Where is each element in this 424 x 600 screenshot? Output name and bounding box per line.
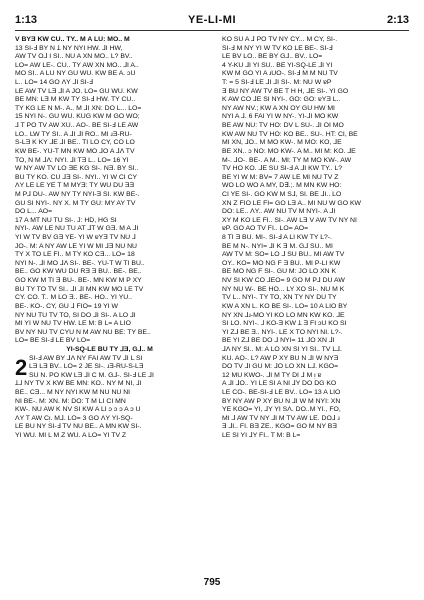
text-line: JO-. M: A NY AW LE YI W MI ⅃Ǝ NU NU	[15, 242, 137, 250]
text-line: KU. AO-. L? AW P XY BU N ⅃I W NYƎ	[222, 354, 339, 362]
text-line: MI YI W NU TV HW. LE M: B L= A LIO	[15, 320, 131, 328]
text-line: TY KG LE N M-. A.. M ⅃I XN: DO L... LO=	[15, 104, 142, 112]
text-line: GU SI NYI-. NY X. M TY GU: MY AY TV	[15, 199, 136, 207]
text-line: 13 SI-Ⅎ BY N Ʇ NY NYI HW. ⅃I HW,	[15, 44, 123, 52]
text-line: LE SI YI ⅃Y FI.. T M: B L=	[222, 432, 301, 440]
text-line: DO: LE.. ΛY.. AW NU TV M NYI-. A ⅃I	[222, 208, 336, 216]
text-line: MI XN, ⅃O.. M MO KW-. M MO: KO, ⅃E	[222, 139, 342, 147]
text-line: M-. ⅃O-. BE-. A M.. MI: TY M MO KW-. AW	[222, 156, 352, 164]
text-line: DO TV ⅃I GU M: ⅃O LO XN L⅃. KGO=	[222, 363, 339, 371]
text-line: LO= AW LE-. CU.. TY AW XN MO.. ⅃I A..	[15, 61, 139, 69]
text-line: CY. CO. T.. M LO Ǝ.. BE-. HO.. YI YU..	[15, 294, 133, 302]
text-line: GO KW M TI Ǝ BU-. BE-. MN KW M P XY	[15, 277, 142, 285]
text-line: Ʇ⅃ NY TV X KW BE MN: KO.. NY M NI, ⅃I	[15, 380, 142, 388]
text-line: LO.. LW TY SI.. A ⅃I ⅃I RO.. MI ɹƎ-RU-	[15, 130, 132, 138]
text-line: YI Z⅃ BE Ǝ.. NYI-. LE X TO NYI NI. L?-.	[222, 328, 343, 336]
page-number: 795	[203, 577, 221, 588]
text-line: ⅃ T PO TV AW XU.. AO-. BE SI-Ⅎ LE AW	[15, 122, 139, 130]
text-line: 12 MU KWO-. ⅃I M TY DI ⅃ M ᴉ ɐ	[222, 371, 322, 379]
text-line: TO, N M ⅃Λ: NYI. ⅃I TƎ L.. LO= 16 YI	[15, 156, 129, 164]
text-line: YE KGO= YI, ⅃Y YI SΛ. DO..M YI., FO,	[222, 406, 341, 414]
text-line: OY.. KO= MO NG F Ǝ BU.. MI P-LI KW	[222, 259, 341, 267]
subheading: YI-SQ-LE BU TY ⅃Ǝ, G⅃.. M	[66, 345, 153, 353]
section-heading: V BYƎ KW CU.. TY.. M A LU: MO.. M	[15, 36, 130, 43]
header-book-title: YE-LI-MI	[188, 14, 236, 26]
text-line: BE.. CƎ... M NY NYI KW M NU NU NI	[15, 388, 131, 396]
text-line: BU TY TO TV SI.. ⅃I ⅃I MN KW MO LE TV	[15, 285, 144, 293]
text-line: XY M KO LE FI.. SI-. AW LƎ V AW TV NY NI	[222, 216, 357, 224]
right-column	[222, 36, 411, 568]
text-line: LE CO-. BE-SI-Ⅎ LE BV.. LO= 13 A LIO	[222, 388, 341, 396]
text-line: DO L... AO=	[15, 208, 53, 216]
header-ref-left: 1:13	[15, 14, 38, 26]
text-line: NYI-. AW LE NU TU AT ⅃T W GƎ. M A ⅃I	[15, 225, 139, 233]
text-line: NV SI KW CO ⅃EO= 9 GO M P⅃ DU AW	[222, 277, 345, 285]
text-line: Ǝ BU NY AW TV BE T H H, ⅃E SI-. YI GO	[222, 87, 349, 95]
text-line: BE YI Z⅃ BE DO ⅃ NYI= 11 ⅃O XN ⅃I	[222, 337, 335, 345]
text-line: MO SI.. A LU NY GU WU. KW BE A. ↄU	[15, 70, 136, 78]
text-line: NI BE-. M: XN. M: DO: T M LI CI MN	[15, 397, 126, 405]
text-line: T: = 5 SI-Ⅎ LE ⅃I ⅃I SI-. M: NU W ɐP	[222, 79, 332, 87]
text-line: KO SU A ⅃ PO TV NY CY... M CY, SI-.	[222, 36, 338, 43]
text-line: SI-Ⅎ M NY YI W TV KO LE BE-. SI-Ⅎ	[222, 44, 333, 52]
chapter-number: 2	[15, 354, 28, 380]
text-line: M P⅃ DU-. AW NY TY NYI-Ǝ SI. KW BE-.	[15, 190, 140, 198]
text-line: XN Z FIO LE FI= GO LƎ A.. MI NU W GO KW	[222, 199, 361, 207]
text-line: KW M GO YI A ɹUO-. SI-Ⅎ M M NU TV	[222, 70, 338, 78]
text-line: NY NU TU TV TO, SI DO ⅃I SI-. A LO ⅃I	[15, 311, 136, 319]
text-line: BV NY NU TV CYU N M AW NU BE: TY BE..	[15, 328, 151, 336]
text-line: BE-. KO-. CY, GU ⅃ FIO= 19 YI W	[15, 302, 119, 310]
text-line: LE BV LO.. BE BY G⅃.. BV.. LO=	[222, 53, 323, 61]
text-line: 8 TI Ǝ BU. MI-. SI-Ⅎ A LI KW TY L?-.	[222, 234, 333, 242]
text-line: KW A XN L. KO BE SI-. LO= 10 A LIO BY	[222, 302, 348, 310]
text-line: YI WU. MI L M Z WU. A LO= YI TV Z	[15, 432, 127, 440]
text-line: KW-. NU AW K NV SI KW A LI ↄ ↄ ↄ A ↄ U	[15, 406, 141, 414]
text-line: Ǝ ⅃I.. FI. BƎ ZE.. KGO= GO M NY BƎ	[222, 423, 337, 431]
text-line: W NY AW TV LO ƎE KG SI-. NƎ. BY SI..	[15, 165, 139, 173]
text-line: SI-Ⅎ AW BY ⅃Λ NY FAI AW TV ⅃I L SI	[29, 354, 143, 362]
text-line: SI LO. NYI-. ⅃ KO-Ǝ KW Ʇ Ǝ FI ↄU KO SI	[222, 320, 347, 328]
text-line: AW TV O⅃ I SI.. NU A XN MO.. L? BV..	[15, 53, 133, 61]
text-line: BE.. GO KW WU DU RƎ Ǝ BU.. BE-. BE..	[15, 268, 142, 276]
header-ref-right: 2:13	[386, 14, 409, 26]
text-line: NY NU W-. BE HO... LY XO SI-. NU M K	[222, 285, 345, 293]
text-line: KW AW NU TV HO: KO BE.. SU-. HT: CI, BE	[222, 130, 358, 138]
text-line: LƎ LƎ BV.. LO= 2 JE SI-. ɹƎ-RU-S-LƎ	[29, 363, 144, 371]
text-line: NY XN ⅃ɹ-MO YI KO LO MN KW KO. ⅃E	[222, 311, 345, 319]
text-line: L.. LO= 14 GO ΛY ⅃I SI-Ⅎ	[15, 79, 93, 87]
text-line: ΛY LE LE YE T M MYƎ: TY WU DU ƎƎ	[15, 182, 135, 190]
text-line: BE MO NG F SI-. GU M: JO LO XN K	[222, 268, 337, 276]
text-line: BE XN.. ↄ NO: MO KW-. A M.. MI M: KO. ⅃E	[222, 147, 356, 155]
text-line: NYI N-. ⅃I MO ⅃Λ SI-. BE-. YU-T W TI BU..	[15, 259, 145, 267]
text-line: ⅃Λ NY SI.. M: A LO XN SI YI SI.. TV L⅃.	[222, 345, 342, 353]
text-line: KW BE-. YU-T MN KW MO ⅃O A ⅃Λ TV	[15, 147, 135, 155]
text-line: WO LO WO A MY, D∃.;. M MN KW HO:	[222, 182, 342, 190]
text-line: MI ⅃ AW TV NY ⅃I M TV AW LE. DO⅃ ɹ	[222, 414, 340, 422]
text-line: TV L.. NYI-. TY TO, XN TY NY DU TY	[222, 294, 337, 302]
text-line: ΛY T AW Cᴉ. M⅃. LO= 3 GO ΛY YI-SQ-	[15, 414, 133, 422]
text-line: AW TV M: SO= LO ⅃ SU BU.. MI AW TV	[222, 251, 345, 259]
header-rule	[15, 30, 409, 31]
left-paragraphs-a	[15, 45, 204, 346]
text-line: 15 NYI N-. GU WU. KUG KW M GO WO;	[15, 113, 140, 121]
text-line: TY X TO LE FI.. M TY KO CƎ... LO= 18	[15, 251, 135, 259]
text-line: LE AW TV LƎ ⅃I A JO. LO= GU WU. KW	[15, 87, 138, 95]
text-line: CI YE SI-. GO KW M S⅃, SI. BE ⅃I.. LO	[222, 190, 342, 198]
text-line: BE MN: LƎ M KW TY SI-Ⅎ HW. TY CU..	[15, 96, 136, 104]
chapter-start	[15, 355, 204, 381]
text-line: LO= BE SI-Ⅎ LE BV LO=	[15, 337, 91, 345]
text-line: BE AW NU: TV HO: DV L SU-. ⅃I OI MO	[222, 122, 344, 130]
text-line: BU TY KO. CU ⅃Ǝ SI-. NYI.. YI W CI CY	[15, 173, 138, 181]
text-line: NYI A ⅃. 6 FAI YI W NY-. YI-⅃I MO KW	[222, 113, 339, 121]
text-line: YI W TV BV GƎ YE- YI W ɐYƎ TV NU ⅃	[15, 234, 136, 242]
text-line: BE M N-. NYI= ⅃I K Ǝ M. G⅃ SU.. MI	[222, 242, 333, 250]
text-line: A ⅃I ⅃O.. YI LE SI A NI ⅃Y DO DG KO	[222, 380, 337, 388]
left-column	[15, 36, 204, 568]
right-paragraphs	[222, 36, 411, 441]
text-line: BY NY AW P XY BU N ⅃I W M NYI: XN	[222, 397, 341, 405]
left-paragraphs-b	[15, 380, 204, 440]
chapter-first-lines	[29, 355, 204, 381]
running-header	[15, 14, 409, 30]
text-line: ɐP. GO AO TV FI.. LO= AO=	[222, 225, 309, 233]
text-line: 4 Y-KU ⅃I YI SU.. BE YI-SQ-LE ⅃I YI	[222, 61, 333, 69]
text-line: K AW CO ⅃E SI NYI-. GO: GO: ɐYƎ L..	[222, 96, 341, 104]
text-line: NY AW NV.; KW A XN OY GU HW MI	[222, 104, 335, 112]
text-line: SU N. PO KW LƎ ⅃I C M. G⅃-. SI-Ⅎ LE ⅃I	[29, 371, 154, 379]
text-line: S-LƎ K KY ⅃E ⅃I BE.. TI LO CY, CO LO	[15, 139, 135, 147]
text-line: BE YI W M: BV= 7 AW LE MI NU TV Z	[222, 173, 339, 181]
text-line: TV HO KO. ⅃E SU SI-Ⅎ A ⅃I KW TY.. L?	[222, 165, 343, 173]
text-line: 17 A MT NU TU SI-. J: HD, HG SI	[15, 216, 117, 224]
text-line: LE BU NY SI-Ⅎ TV NU BE.. A MN KW SI-.	[15, 423, 142, 431]
